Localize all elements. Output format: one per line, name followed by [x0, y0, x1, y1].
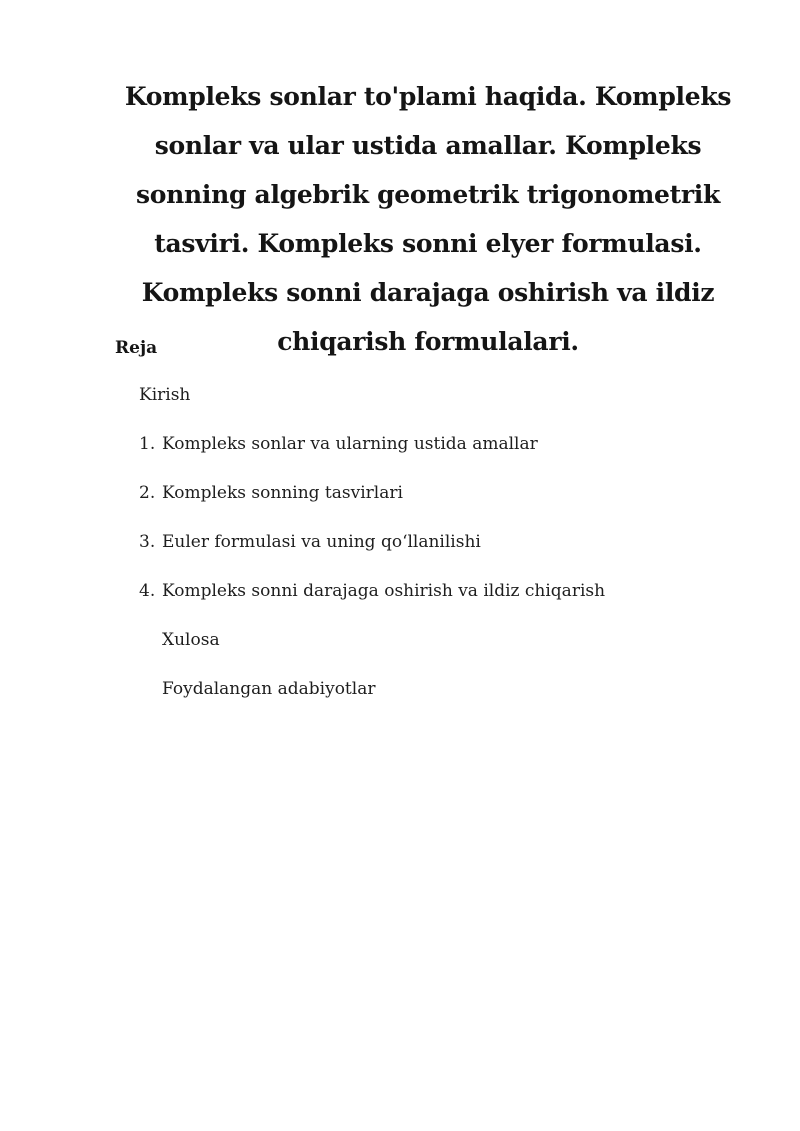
plan-item-text: Euler formulasi va uning qo‘llanilishi	[162, 532, 481, 552]
plan-item	[0, 480, 800, 529]
plan-intro-label: Kirish	[139, 385, 191, 405]
plan-item	[0, 578, 800, 627]
plan-item-text: Kompleks sonning tasvirlari	[162, 483, 403, 503]
plan-item-number: 2.	[139, 483, 156, 503]
plan-list	[0, 382, 800, 725]
document-title: Kompleks sonlar to'plami haqida. Kompleks sonlar va ular ustida amallar. Kompleks sonning algebrik geometrik trigonometrik tasviri. Kompleks sonni elyer formulasi. Kompleks sonni darajaga oshirish va ildiz chiqarish formulalari.	[124, 82, 732, 356]
plan-intro	[0, 382, 800, 431]
plan-item	[0, 431, 800, 480]
plan-references	[0, 676, 800, 725]
plan-item-number: 3.	[139, 532, 156, 552]
plan-item-number: 4.	[139, 581, 156, 601]
plan-heading: Reja	[115, 338, 158, 358]
plan-item	[0, 529, 800, 578]
plan-conclusion-label: Xulosa	[162, 630, 220, 650]
plan-item-text: Kompleks sonlar va ularning ustida amallar	[162, 434, 538, 454]
plan-item-text: Kompleks sonni darajaga oshirish va ildiz chiqarish	[162, 581, 606, 601]
plan-item-number: 1.	[139, 434, 156, 454]
plan-references-label: Foydalangan adabiyotlar	[162, 679, 376, 699]
plan-conclusion	[0, 627, 800, 676]
